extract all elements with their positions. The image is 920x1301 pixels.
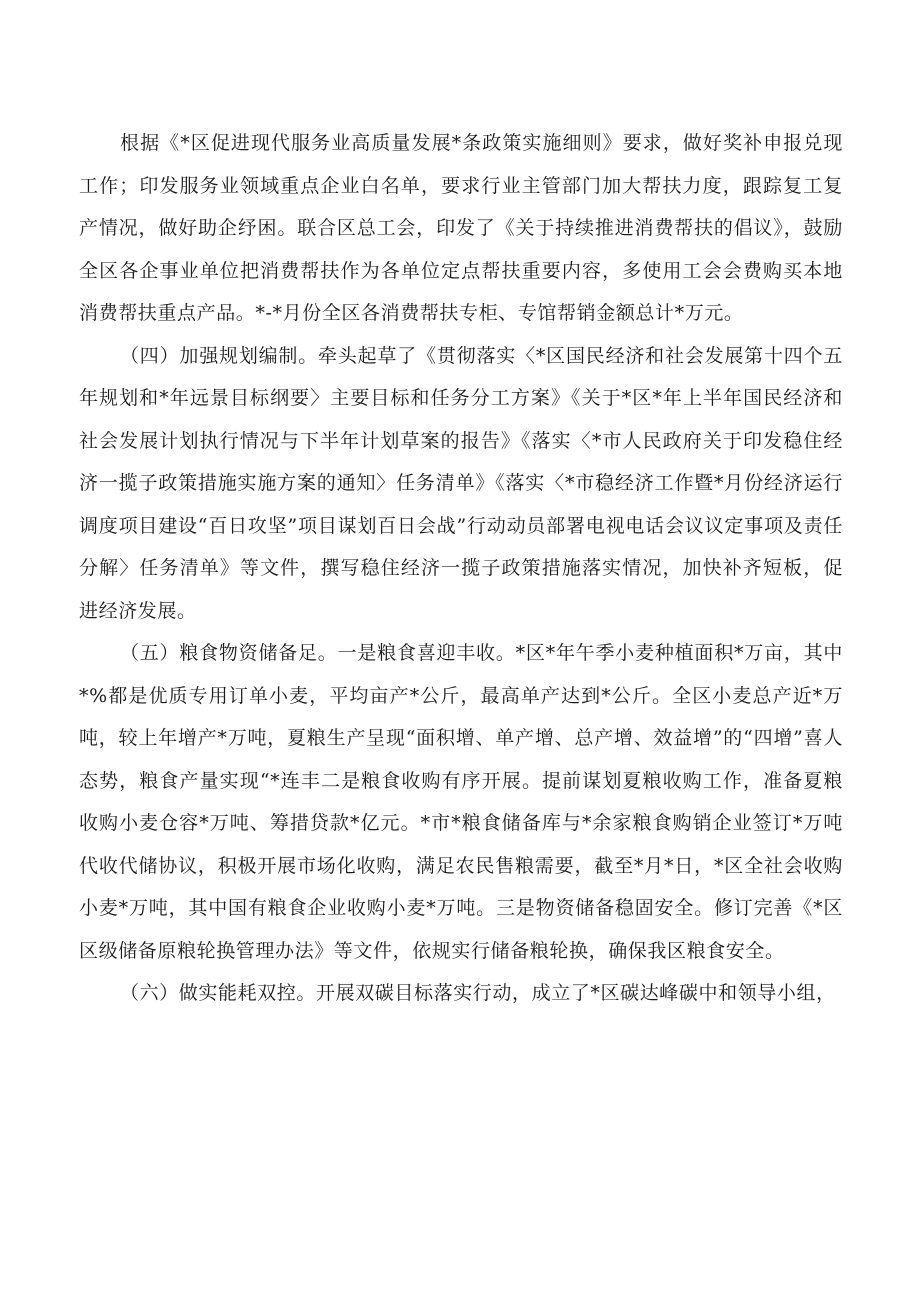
paragraph-planning: （四）加强规划编制。牵头起草了《贯彻落实〈*区国民经济和社会发展第十四个五年规划和*年远景目标纲要〉主要目标和任务分工方案》《关于*区*年上半年国民经济和社会发展计划执行情况与下半年计划草案的报告》《落实〈*市人民政府关于印发稳住经济一揽子政策措施实施方案的通知〉任务清单》《落实〈*市稳经济工作暨*月份经济运行调度项目建设“百日攻坚”项目谋划百日会战”行动动员部署电视电话会议议定事项及责任分解〉任务清单》等文件，撰写稳住经济一揽子政策措施落实情况，加快补齐短板，促进经济发展。 [79, 344, 843, 622]
paragraph-energy-control: （六）做实能耗双控。开展双碳目标落实行动，成立了*区碳达峰碳中和领导小组， [120, 982, 836, 1004]
paragraph-service-industry: 根据《*区促进现代服务业高质量发展*条政策实施细则》要求，做好奖补申报兑现工作；印发服务业领域重点企业白名单，要求行业主管部门加大帮扶力度，跟踪复工复产情况，做好助企纾困。联合区总工会，印发了《关于持续推进消费帮扶的倡议》，鼓励全区各企事业单位把消费帮扶作为各单位定点帮扶重要内容，多使用工会会费购买本地消费帮扶重点产品。*-*月份全区各消费帮扶专柜、专馆帮销金额总计*万元。 [79, 132, 843, 324]
paragraph-grain-reserve: （五）粮食物资储备足。一是粮食喜迎丰收。*区*年午季小麦种植面积*万亩，其中*%都是优质专用订单小麦，平均亩产*公斤，最高单产达到*公斤。全区小麦总产近*万吨，较上年增产*万吨，夏粮生产呈现“面积增、单产增、总产增、效益增”的“四增”喜人态势，粮食产量实现“*连丰二是粮食收购有序开展。提前谋划夏粮收购工作，准备夏粮收购小麦仓容*万吨、筹措贷款*亿元。*市*粮食储备库与*余家粮食购销企业签订*万吨代收代储协议，积极开展市场化收购，满足农民售粮需要，截至*月*日，*区全社会收购小麦*万吨，其中国有粮食企业收购小麦*万吨。三是物资储备稳固安全。修订完善《*区区级储备原粮轮换管理办法》等文件，依规实行储备粮轮换，确保我区粮食安全。 [79, 642, 843, 962]
document-body [79, 122, 843, 1015]
